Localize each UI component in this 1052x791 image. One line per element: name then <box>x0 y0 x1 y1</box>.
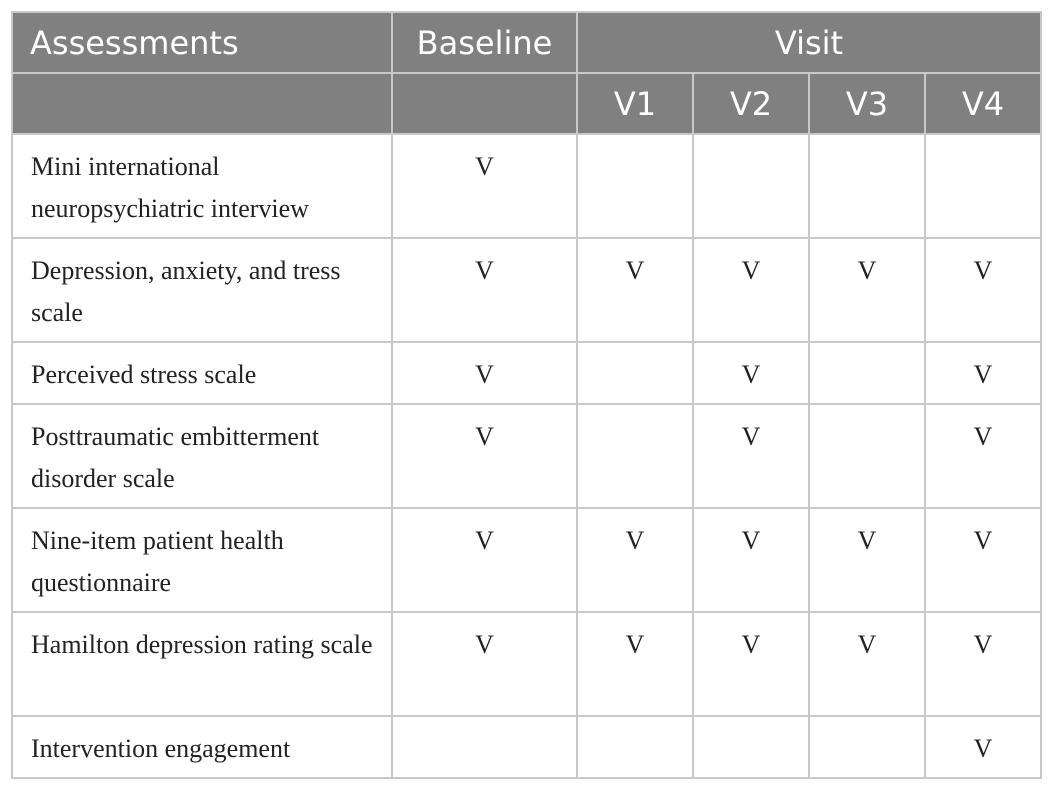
v3-cell: V <box>809 508 925 612</box>
baseline-cell: V <box>392 238 577 342</box>
assessment-name: Nine-item patient health questionnaire <box>12 508 392 612</box>
baseline-cell <box>392 716 577 778</box>
v4-cell: V <box>925 612 1041 716</box>
v2-cell <box>693 134 809 238</box>
v3-cell: V <box>809 238 925 342</box>
v1-cell: V <box>577 612 693 716</box>
v1-cell: V <box>577 508 693 612</box>
header-v4: V4 <box>925 73 1041 134</box>
assessment-name: Mini international neuropsychiatric interview <box>12 134 392 238</box>
v3-cell <box>809 134 925 238</box>
header-assessments: Assessments <box>12 12 392 73</box>
header-row-top <box>12 12 1041 73</box>
v4-cell: V <box>925 342 1041 404</box>
v2-cell: V <box>693 238 809 342</box>
assessment-name: Intervention engagement <box>12 716 392 778</box>
table-row <box>12 716 1041 778</box>
v4-cell: V <box>925 404 1041 508</box>
baseline-cell: V <box>392 404 577 508</box>
v1-cell <box>577 404 693 508</box>
assessment-name: Depression, anxiety, and tress scale <box>12 238 392 342</box>
assessment-schedule-table <box>11 11 1042 779</box>
header-row-visits <box>12 73 1041 134</box>
v1-cell <box>577 134 693 238</box>
v1-cell: V <box>577 238 693 342</box>
baseline-cell: V <box>392 508 577 612</box>
table-row <box>12 612 1041 716</box>
header-visit: Visit <box>577 12 1041 73</box>
header-baseline: Baseline <box>392 12 577 73</box>
header-v2: V2 <box>693 73 809 134</box>
header-empty-assessments <box>12 73 392 134</box>
header-v3: V3 <box>809 73 925 134</box>
v2-cell: V <box>693 612 809 716</box>
assessment-name: Hamilton depression rating scale <box>12 612 392 716</box>
table-row <box>12 508 1041 612</box>
v3-cell: V <box>809 612 925 716</box>
table-row <box>12 238 1041 342</box>
baseline-cell: V <box>392 134 577 238</box>
v4-cell <box>925 134 1041 238</box>
v4-cell: V <box>925 508 1041 612</box>
v2-cell: V <box>693 508 809 612</box>
assessment-name: Perceived stress scale <box>12 342 392 404</box>
v3-cell <box>809 404 925 508</box>
baseline-cell: V <box>392 342 577 404</box>
baseline-cell: V <box>392 612 577 716</box>
header-v1: V1 <box>577 73 693 134</box>
v1-cell <box>577 342 693 404</box>
table-row <box>12 342 1041 404</box>
v3-cell <box>809 716 925 778</box>
table-row <box>12 404 1041 508</box>
v2-cell: V <box>693 404 809 508</box>
v1-cell <box>577 716 693 778</box>
v2-cell: V <box>693 342 809 404</box>
header-empty-baseline <box>392 73 577 134</box>
table-row <box>12 134 1041 238</box>
v4-cell: V <box>925 238 1041 342</box>
v3-cell <box>809 342 925 404</box>
v2-cell <box>693 716 809 778</box>
assessment-name: Posttraumatic embitterment disorder scale <box>12 404 392 508</box>
v4-cell: V <box>925 716 1041 778</box>
